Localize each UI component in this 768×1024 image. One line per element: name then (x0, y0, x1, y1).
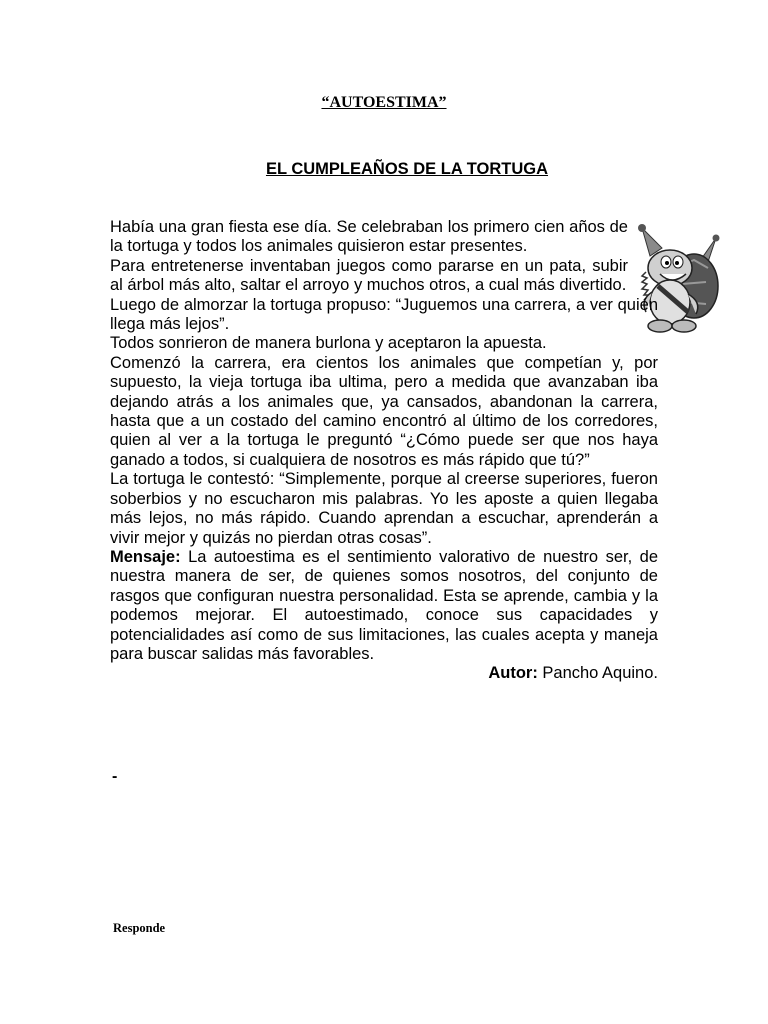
author-line (110, 664, 658, 683)
document-heading: “AUTOESTIMA” (321, 94, 447, 111)
story-title: EL CUMPLEAÑOS DE LA TORTUGA (265, 160, 549, 178)
story-paragraph: Comenzó la carrera, era cientos los animales que competían y, por supuesto, la vieja tortuga iba ultima, pero a medida que avanzaban iba dejando atrás a los animales que, ya cansados, abandonan la carrera, hasta que a un costado del camino encontró al último de los corredores, quien al ver a la tortuga le preguntó “¿Cómo puede ser que nos haya ganado a todos, si cualquiera de nosotros es más rápido que tú?” (110, 353, 658, 469)
story-paragraph: Había una gran fiesta ese día. Se celebraban los primero cien años de la tortuga y todos los animales quisieron estar presentes. (110, 218, 628, 256)
story-paragraph: Todos sonrieron de manera burlona y aceptaron la apuesta. (110, 334, 547, 353)
list-dash: - (112, 768, 118, 785)
story-paragraph: La tortuga le contestó: “Simplemente, porque al creerse superiores, fueron soberbios y no escucharon mis palabras. Yo les aposte a quien llegaba más lejos, no más rápido. Cuando aprendan a escuchar, aprenderán a vivir mejor y quizás no pierdan otras cosas”. (110, 470, 658, 547)
story-paragraph: Luego de almorzar la tortuga propuso: “Juguemos una carrera, a ver quién llega más lejos”. (110, 295, 658, 334)
message-label: Mensaje: (110, 547, 181, 566)
message-text: La autoestima es el sentimiento valorativo de nuestro ser, de nuestra manera de ser, de quienes somos nosotros, del conjunto de rasgos que configuran nuestra personalidad. Esta se aprende, cambia y la podemos mejorar. El autoestimado, conoce sus capacidades y potencialidades así como de sus limitaciones, las cuales acepta y maneja para buscar salidas más favorables. (110, 547, 658, 663)
message-paragraph (110, 548, 658, 664)
story-paragraph: Para entretenerse inventaban juegos como pararse en un pata, subir al árbol más alto, saltar el arroyo y muchos otros, a cual más divertido. (110, 256, 628, 295)
footer-responde: Responde (113, 921, 166, 935)
author-name: Pancho Aquino. (537, 664, 658, 683)
author-label: Autor: (488, 664, 538, 683)
story-body (110, 218, 658, 684)
